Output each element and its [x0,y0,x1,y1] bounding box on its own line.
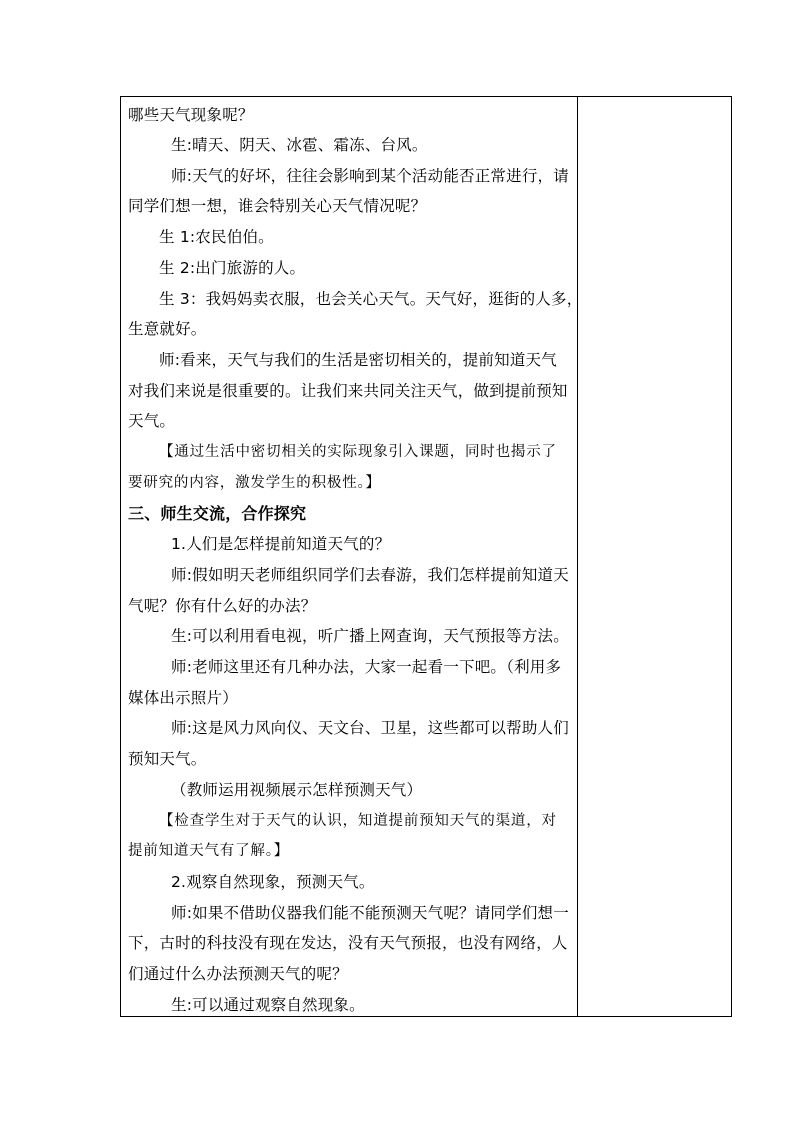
text-line: 生 3：我妈妈卖衣服，也会关心天气。天气好，逛街的人多， [159,290,583,308]
text-line: 1.人们是怎样提前知道天气的？ [171,535,391,553]
text-line: 哪些天气现象呢？ [128,106,254,124]
design-note: 【检查学生对于天气的认识，知道提前预知天气的渠道，对 [159,813,557,829]
text-line: 生:晴天、阴天、冰雹、霜冻、台风。 [171,136,428,154]
text-line: 师:这是风力风向仪、天文台、卫星，这些都可以帮助人们 [171,719,569,737]
text-line: 同学们想一想，谁会特别关心天气情况呢？ [128,197,427,215]
design-note: 要研究的内容，激发学生的积极性。】 [128,475,381,491]
design-note: 【通过生活中密切相关的实际现象引入课题，同时也揭示了 [159,444,557,460]
text-line: 师:天气的好坏，往往会影响到某个活动能否正常进行，请 [171,167,569,185]
text-line: （教师运用视频展示怎样预测天气） [171,781,423,799]
text-line: 预知天气。 [128,750,207,768]
text-line: 生 1:农民伯伯。 [159,228,274,246]
section-heading: 三、师生交流，合作探究 [128,504,307,523]
text-line: 媒体出示照片） [128,689,238,707]
text-line: 对我们来说是很重要的。让我们来共同关注天气，做到提前预知 [128,382,568,400]
text-line: 下，古时的科技没有现在发达，没有天气预报，也没有网络，人 [128,934,568,952]
text-line: 生:可以通过观察自然现象。 [171,996,365,1014]
notes-column-cell [578,97,732,1016]
text-line: 师:老师这里还有几种办法，大家一起看一下吧。（利用多 [171,658,562,676]
text-line: 天气。 [128,412,176,430]
text-line: 师:假如明天老师组织同学们去春游，我们怎样提前知道天 [171,566,569,584]
text-line: 生:可以利用看电视，听广播上网查询，天气预报等方法。 [171,627,569,645]
text-line: 生 2:出门旅游的人。 [159,259,306,277]
text-line: 师:如果不借助仪器我们能不能预测天气呢？请同学们想一 [171,904,569,922]
text-line: 生意就好。 [128,320,207,338]
text-line: 师:看来，天气与我们的生活是密切相关的，提前知道天气 [159,351,557,369]
design-note: 提前知道天气有了解。】 [128,843,290,859]
text-line: 们通过什么办法预测天气的呢？ [128,965,348,983]
text-line: 2.观察自然现象，预测天气。 [171,873,375,891]
lesson-table [120,96,732,1017]
text-line: 气呢？你有什么好的办法？ [128,597,317,615]
